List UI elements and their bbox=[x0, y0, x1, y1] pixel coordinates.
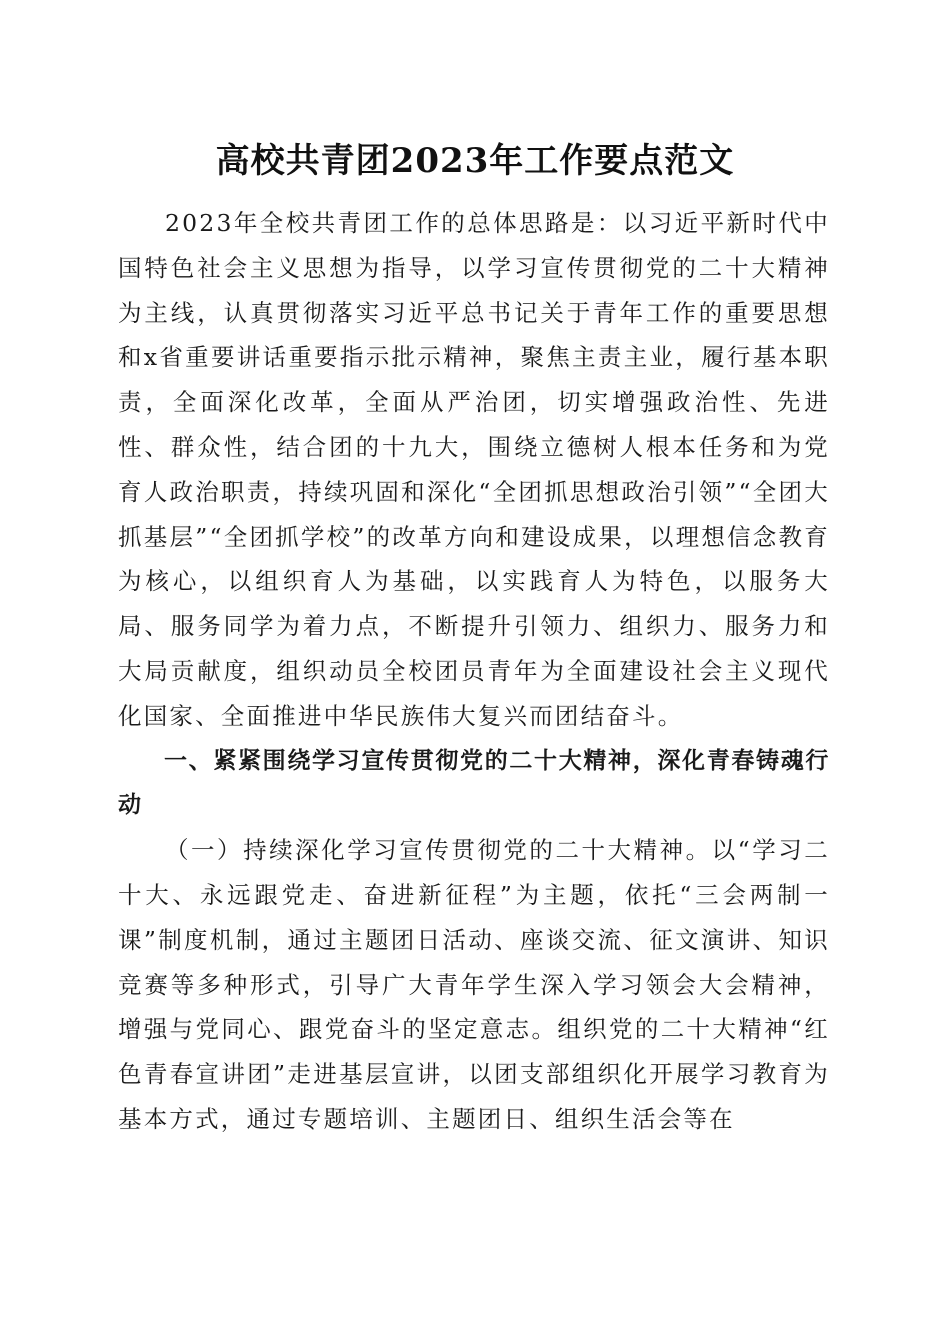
section-1-heading: 一、紧紧围绕学习宣传贯彻党的二十大精神，深化青春铸魂行动 bbox=[118, 747, 830, 819]
intro-paragraph: 2023年全校共青团工作的总体思路是：以习近平新时代中国特色社会主义思想为指导，以学习宣传贯彻党的二十大精神为主线，认真贯彻落实习近平总书记关于青年工作的重要思想和x省重要讲话重要指示批示精神，聚焦主责主业，履行基本职责，全面深化改革，全面从严治团，切实增强政治性、先进性、群众性，结合团的十九大，围绕立德树人根本任务和为党育人政治职责，持续巩固和深化“全团抓思想政治引领”“全团大抓基层”“全团抓学校”的改革方向和建设成果，以理想信念教育为核心，以组织育人为基础，以实践育人为特色，以服务大局、服务同学为着力点，不断提升引领力、组织力、服务力和大局贡献度，组织动员全校团员青年为全面建设社会主义现代化国家、全面推进中华民族伟大复兴而团结奋斗。 bbox=[118, 209, 830, 730]
document-title: 高校共青团2023年工作要点范文 bbox=[215, 141, 735, 181]
section-1-item-1-text: 以“学习二十大、永远跟党走、奋进新征程”为主题，依托“三会两制一课”制度机制，通过主题团日活动、座谈交流、征文演讲、知识竞赛等多种形式，引导广大青年学生深入学习领会大会精神，增强与党同心、跟党奋斗的坚定意志。组织党的二十大精神“红色青春宣讲团”走进基层宣讲，以团支部组织化开展学习教育为基本方式，通过专题培训、主题团日、组织生活会等在 bbox=[118, 836, 830, 1133]
section-1-item-1-heading: （一）持续深化学习宣传贯彻党的二十大精神。 bbox=[165, 836, 712, 865]
document-body bbox=[118, 201, 830, 1142]
section-1-item-1-paragraph bbox=[118, 828, 830, 1142]
